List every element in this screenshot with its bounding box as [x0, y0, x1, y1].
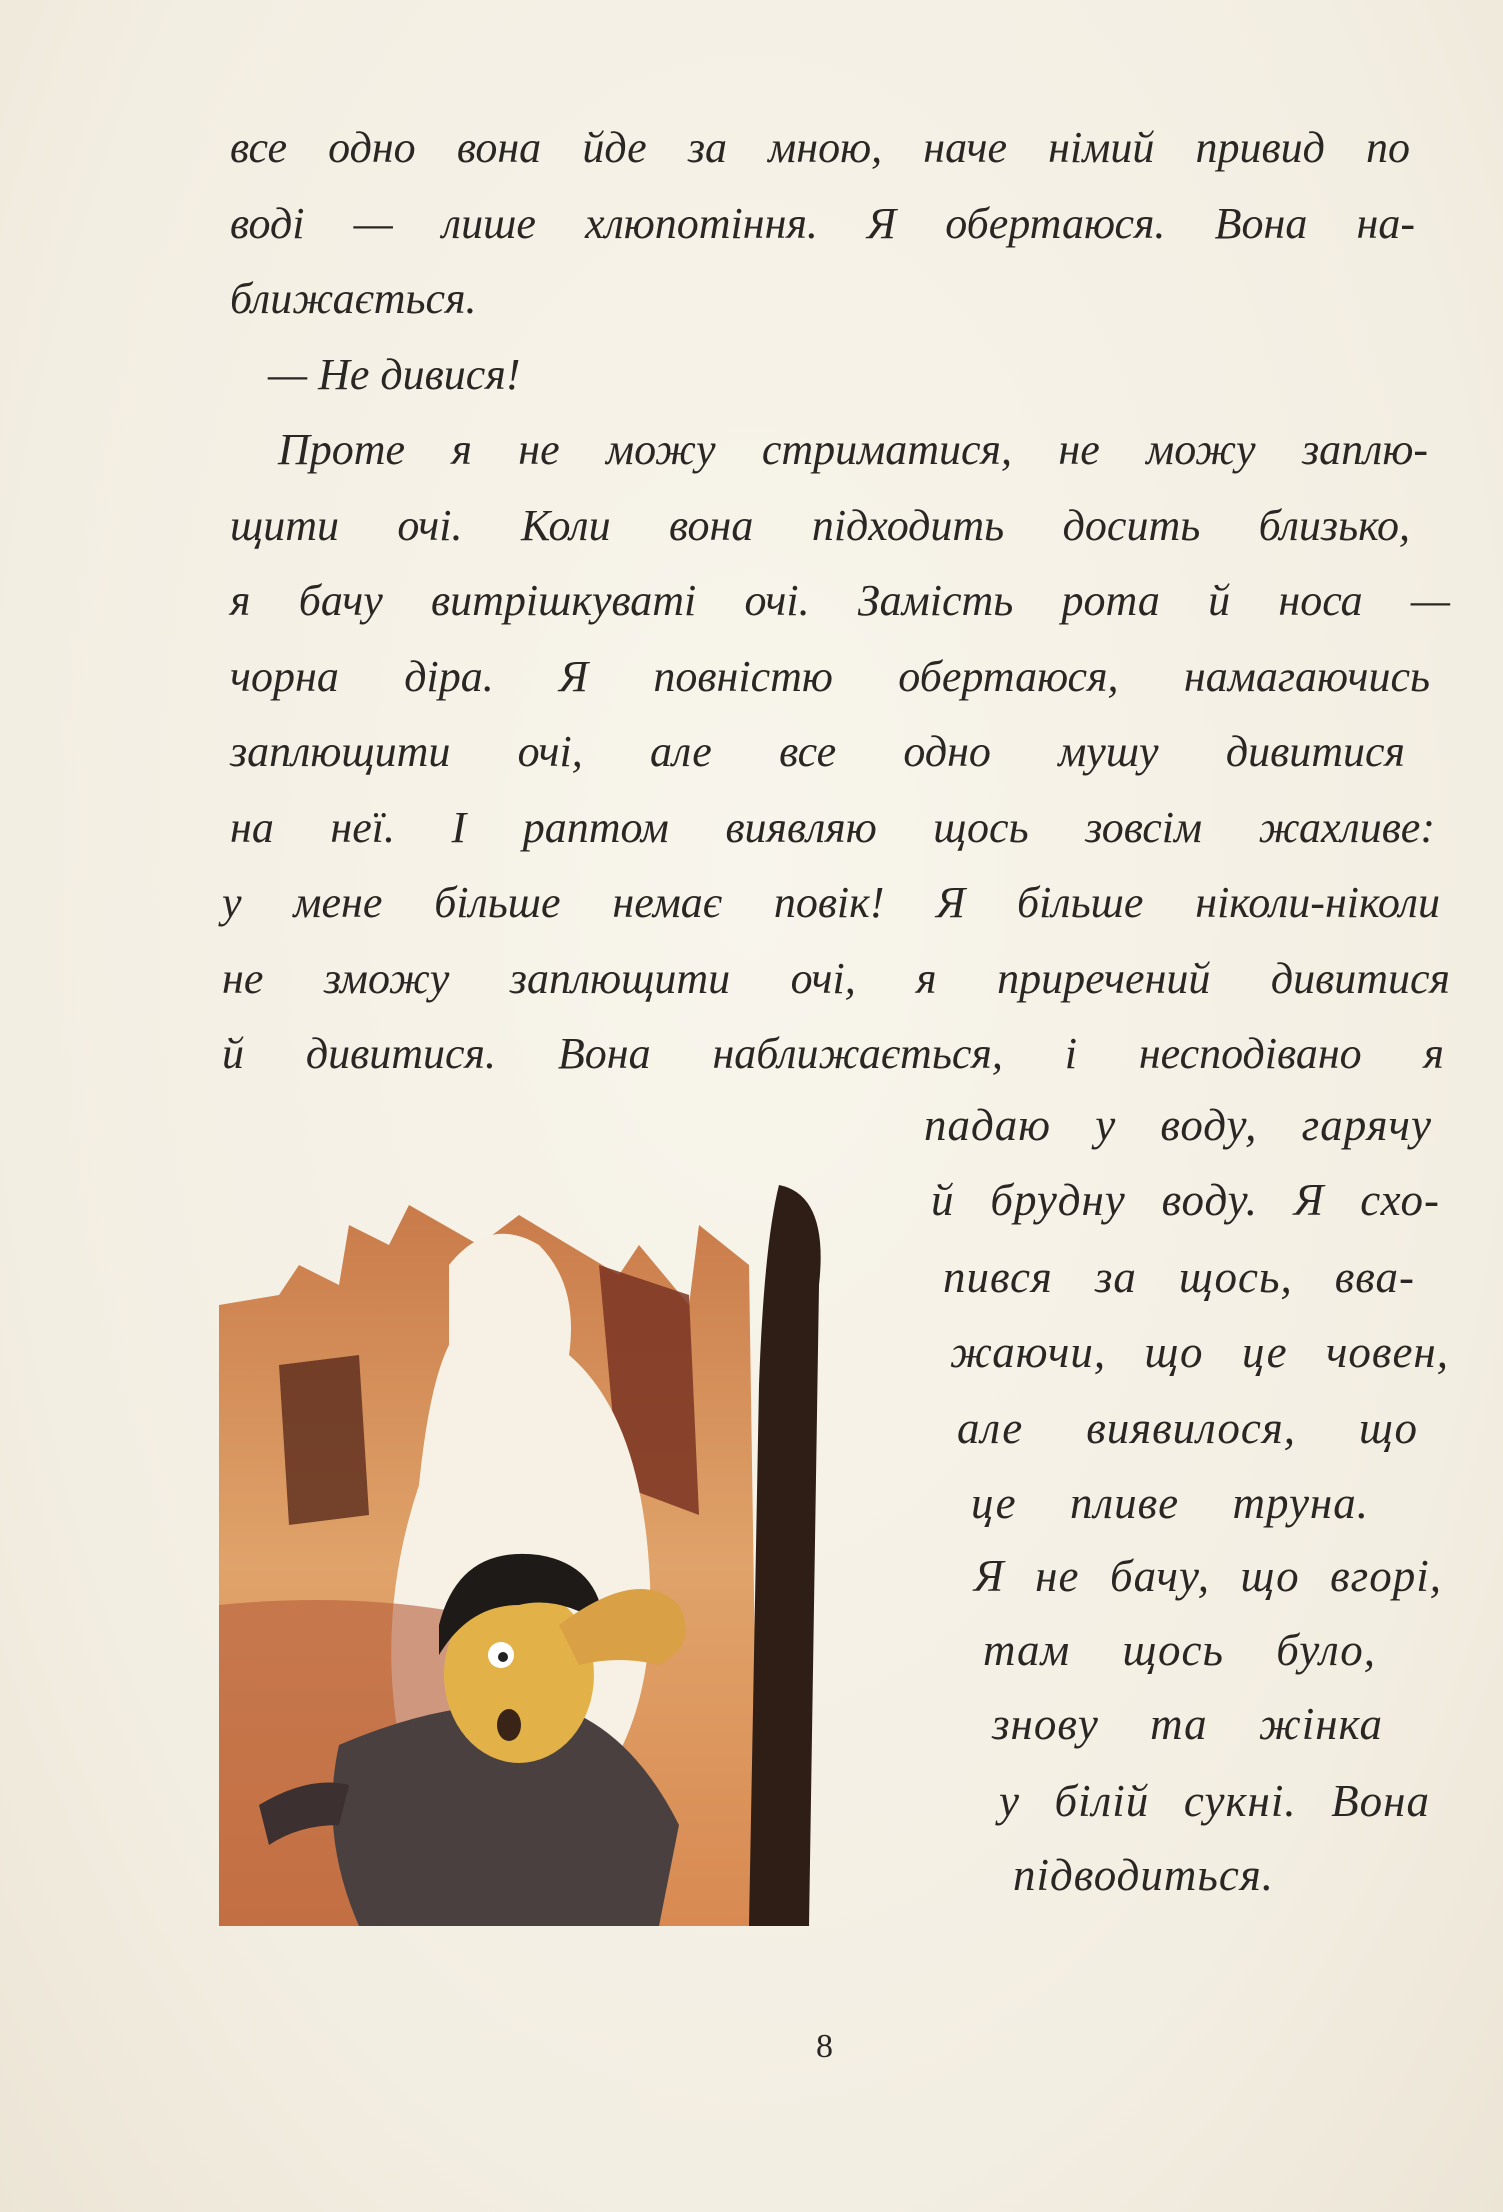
text-line: у білій сукні. Вона	[999, 1776, 1430, 1826]
page-number: 8	[816, 2028, 833, 2065]
text-line: у мене більше немає повік! Я більше ніколи-ніколи	[222, 878, 1440, 927]
text-line: Проте я не можу стриматися, не можу заплю-	[278, 425, 1428, 474]
text-line: щити очі. Коли вона підходить досить близько,	[230, 501, 1410, 550]
text-line: пився за щось, вва-	[943, 1252, 1415, 1302]
text-line: це пливе труна.	[971, 1478, 1369, 1528]
text-line: й брудну воду. Я схо-	[931, 1175, 1440, 1225]
text-line: падаю у воду, гарячу	[924, 1100, 1432, 1150]
text-line: — Не дивися!	[268, 350, 521, 399]
text-line: й дивитися. Вона наближається, і несподівано я	[222, 1029, 1444, 1078]
illustration-boy-and-ghost	[219, 1185, 931, 1926]
dark-building	[279, 1355, 369, 1525]
text-line: ближається.	[230, 274, 477, 323]
text-line: все одно вона йде за мною, наче німий привид по	[230, 123, 1410, 172]
dark-pillar	[749, 1185, 821, 1926]
text-line: жаючи, що це човен,	[950, 1327, 1449, 1377]
text-line: Я не бачу, що вгорі,	[974, 1551, 1442, 1601]
text-line: на неї. І раптом виявляю щось зовсім жахливе:	[230, 803, 1435, 852]
text-line: підводиться.	[1013, 1850, 1274, 1900]
text-line: не зможу заплющити очі, я приречений дивитися	[222, 954, 1450, 1003]
text-line: заплющити очі, але все одно мушу дивитися	[230, 727, 1405, 776]
text-line: воді — лише хлюпотіння. Я обертаюся. Вона на-	[230, 199, 1415, 248]
text-line: чорна діра. Я повністю обертаюся, намагаючись	[230, 652, 1430, 701]
text-line: але виявилося, що	[957, 1403, 1418, 1453]
text-line: знову та жінка	[992, 1699, 1383, 1749]
text-line: там щось було,	[983, 1625, 1376, 1675]
text-line: я бачу витрішкуваті очі. Замість рота й носа —	[230, 576, 1450, 625]
